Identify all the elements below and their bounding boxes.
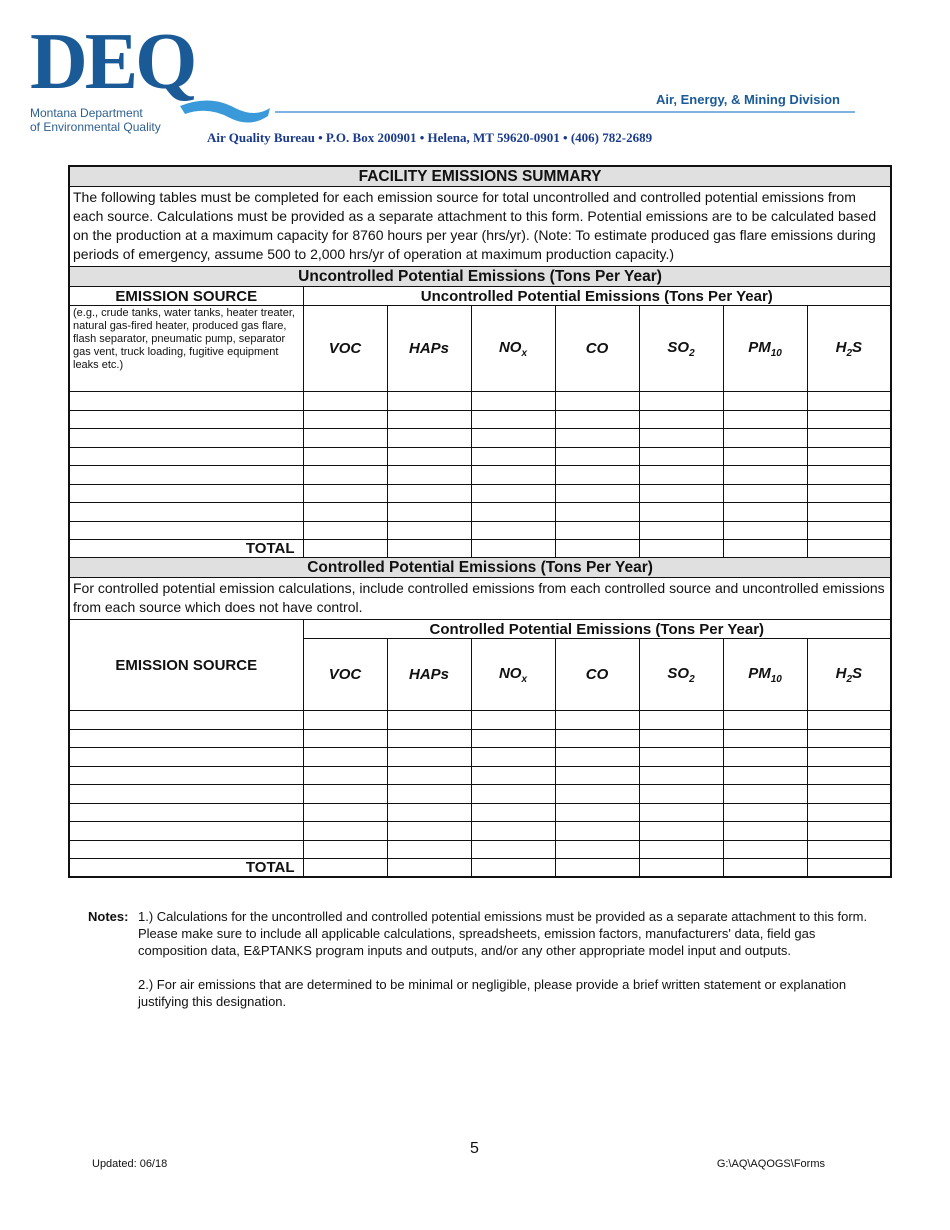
emission-source-cell[interactable] <box>69 521 303 540</box>
emission-value-cell[interactable] <box>387 766 471 785</box>
emission-value-cell[interactable] <box>555 822 639 841</box>
emission-value-cell[interactable] <box>303 392 387 411</box>
emission-value-cell[interactable] <box>303 822 387 841</box>
emission-source-cell[interactable] <box>69 803 303 822</box>
pollutant-name: CO <box>585 666 609 683</box>
division-name: Air, Energy, & Mining Division <box>656 92 840 107</box>
emission-source-cell[interactable] <box>69 484 303 503</box>
uncontrolled-row <box>69 429 891 448</box>
emission-value-cell[interactable] <box>303 429 387 448</box>
emission-value-cell[interactable] <box>807 484 891 503</box>
emission-value-cell[interactable] <box>723 785 807 804</box>
pollutant-name: HAPs <box>408 340 449 357</box>
page-number: 5 <box>470 1140 479 1157</box>
emission-source-cell[interactable] <box>69 840 303 859</box>
emission-value-cell[interactable] <box>807 766 891 785</box>
emission-value-cell[interactable] <box>723 429 807 448</box>
emission-value-cell[interactable] <box>723 803 807 822</box>
emission-value-cell[interactable] <box>555 748 639 767</box>
emission-value-cell[interactable] <box>639 729 723 748</box>
pollutant-suffix: S <box>852 664 863 682</box>
emission-value-cell[interactable] <box>471 766 555 785</box>
pollutant-header <box>723 306 807 392</box>
emission-value-cell[interactable] <box>471 521 555 540</box>
emission-value-cell[interactable] <box>639 766 723 785</box>
total-value-cell[interactable] <box>723 540 807 558</box>
header-rule <box>275 111 855 113</box>
emission-value-cell[interactable] <box>471 729 555 748</box>
emission-value-cell[interactable] <box>387 729 471 748</box>
notes-label: Notes: <box>88 909 129 924</box>
emission-value-cell[interactable] <box>639 840 723 859</box>
pollutant-header <box>807 639 891 711</box>
total-value-cell[interactable] <box>639 859 723 878</box>
emission-value-cell[interactable] <box>471 466 555 485</box>
pollutant-header <box>471 306 555 392</box>
pollutant-name: H <box>835 338 847 356</box>
emission-source-cell[interactable] <box>69 503 303 522</box>
total-value-cell[interactable] <box>807 540 891 558</box>
emission-value-cell[interactable] <box>471 840 555 859</box>
emission-value-cell[interactable] <box>807 503 891 522</box>
note-1: 1.) Calculations for the uncontrolled and controlled potential emissions must be provided as a separate attachment to this form. Please make sure to include all applicable calculations, spreadsheets, emission factors, manufacturers' data, field gas composition data, E&PTANKS program inputs and outputs, and/or any other appropriate model input and outputs. <box>138 909 868 958</box>
emission-source-cell[interactable] <box>69 766 303 785</box>
controlled-row <box>69 766 891 785</box>
emission-source-cell[interactable] <box>69 729 303 748</box>
form-title: FACILITY EMISSIONS SUMMARY <box>69 166 891 187</box>
emission-value-cell[interactable] <box>471 711 555 730</box>
emission-value-cell[interactable] <box>471 785 555 804</box>
pollutant-header <box>471 639 555 711</box>
total-value-cell[interactable] <box>387 859 471 878</box>
source-hint: (e.g., crude tanks, water tanks, heater treater, natural gas-fired heater, produced gas flare, flash separator, pneumatic pump, separator gas vent, truck loading, fugitive equipment leaks etc.) <box>69 306 303 392</box>
emission-value-cell[interactable] <box>471 748 555 767</box>
emission-value-cell[interactable] <box>555 766 639 785</box>
total-value-cell[interactable] <box>807 859 891 878</box>
emission-source-cell[interactable] <box>69 822 303 841</box>
emission-value-cell[interactable] <box>807 748 891 767</box>
emission-value-cell[interactable] <box>639 392 723 411</box>
emission-value-cell[interactable] <box>807 447 891 466</box>
pollutant-name: CO <box>585 340 609 357</box>
emission-value-cell[interactable] <box>387 410 471 429</box>
emission-value-cell[interactable] <box>471 410 555 429</box>
controlled-row <box>69 803 891 822</box>
emission-value-cell[interactable] <box>639 822 723 841</box>
emission-source-cell[interactable] <box>69 785 303 804</box>
emission-value-cell[interactable] <box>303 766 387 785</box>
emission-source-cell[interactable] <box>69 447 303 466</box>
pollutant-header <box>387 639 471 711</box>
uncontrolled-row <box>69 410 891 429</box>
emission-source-cell[interactable] <box>69 466 303 485</box>
emission-value-cell[interactable] <box>387 466 471 485</box>
bureau-address: Air Quality Bureau • P.O. Box 200901 • Helena, MT 59620-0901 • (406) 782-2689 <box>207 130 653 145</box>
pollutant-suffix: S <box>852 338 863 356</box>
controlled-group-header: Controlled Potential Emissions (Tons Per Year) <box>303 620 891 639</box>
emission-value-cell[interactable] <box>303 466 387 485</box>
emission-value-cell[interactable] <box>723 822 807 841</box>
logo-sub2: of Environmental Quality <box>30 120 161 134</box>
deq-logo <box>30 18 194 134</box>
footer-path: G:\AQ\AQOGS\Forms <box>716 1158 825 1170</box>
emission-value-cell[interactable] <box>807 392 891 411</box>
emission-value-cell[interactable] <box>639 484 723 503</box>
emission-value-cell[interactable] <box>303 447 387 466</box>
pollutant-header <box>555 639 639 711</box>
emission-value-cell[interactable] <box>303 711 387 730</box>
total-value-cell[interactable] <box>387 540 471 558</box>
emission-value-cell[interactable] <box>555 785 639 804</box>
emission-value-cell[interactable] <box>639 521 723 540</box>
emission-source-cell[interactable] <box>69 392 303 411</box>
total-value-cell[interactable] <box>303 540 387 558</box>
controlled-row <box>69 822 891 841</box>
uncontrolled-row <box>69 447 891 466</box>
emission-value-cell[interactable] <box>471 447 555 466</box>
emission-value-cell[interactable] <box>555 803 639 822</box>
total-value-cell[interactable] <box>555 859 639 878</box>
pollutant-header <box>723 639 807 711</box>
pollutant-subscript: 2 <box>689 673 695 685</box>
emission-value-cell[interactable] <box>723 503 807 522</box>
pollutant-name: PM <box>748 338 771 356</box>
emission-value-cell[interactable] <box>639 466 723 485</box>
emission-value-cell[interactable] <box>555 447 639 466</box>
emission-value-cell[interactable] <box>303 803 387 822</box>
footer-updated: Updated: 06/18 <box>92 1158 168 1170</box>
total-value-cell[interactable] <box>303 859 387 878</box>
note-2: 2.) For air emissions that are determined to be minimal or negligible, please provide a brief written statement or explanation justifying this designation. <box>138 977 847 1009</box>
total-value-cell[interactable] <box>471 859 555 878</box>
pollutant-subscript: 10 <box>770 673 782 685</box>
emissions-summary-table <box>68 165 892 878</box>
emission-value-cell[interactable] <box>387 803 471 822</box>
emission-value-cell[interactable] <box>723 766 807 785</box>
controlled-note: For controlled potential emission calculations, include controlled emissions from each controlled source and uncontrolled emissions from each source which does not have control. <box>69 578 891 620</box>
uncontrolled-row <box>69 484 891 503</box>
pollutant-header <box>807 306 891 392</box>
emission-value-cell[interactable] <box>723 447 807 466</box>
emission-value-cell[interactable] <box>807 803 891 822</box>
pollutant-header <box>303 306 387 392</box>
pollutant-subscript: 2 <box>846 673 852 685</box>
controlled-row <box>69 748 891 767</box>
controlled-row <box>69 729 891 748</box>
emission-value-cell[interactable] <box>807 785 891 804</box>
pollutant-header <box>303 639 387 711</box>
emission-value-cell[interactable] <box>471 429 555 448</box>
uncontrolled-total-label: TOTAL <box>69 540 303 558</box>
emission-value-cell[interactable] <box>723 748 807 767</box>
pollutant-subscript: x <box>521 673 528 685</box>
emission-value-cell[interactable] <box>555 711 639 730</box>
emission-value-cell[interactable] <box>303 503 387 522</box>
pollutant-header <box>555 306 639 392</box>
pollutant-subscript: 2 <box>689 347 695 359</box>
controlled-row <box>69 711 891 730</box>
emission-source-cell[interactable] <box>69 711 303 730</box>
pollutant-name: HAPs <box>408 666 449 683</box>
emission-value-cell[interactable] <box>387 785 471 804</box>
pollutant-subscript: x <box>521 347 528 359</box>
emission-value-cell[interactable] <box>807 840 891 859</box>
emission-value-cell[interactable] <box>639 748 723 767</box>
emission-value-cell[interactable] <box>387 484 471 503</box>
emission-value-cell[interactable] <box>555 410 639 429</box>
uncontrolled-source-header: EMISSION SOURCE <box>69 287 303 306</box>
emission-value-cell[interactable] <box>807 429 891 448</box>
uncontrolled-row <box>69 521 891 540</box>
controlled-row <box>69 840 891 859</box>
pollutant-name: SO <box>667 664 690 682</box>
intro-text: The following tables must be completed for each emission source for total uncontrolled and controlled potential emissions from each source. Calculations must be provided as a separate attachment to this form. Potential emissions are to be calculated based on the production at a maximum capacity for 8760 hours per year (hrs/yr). (Note: To estimate produced gas flare emissions during periods of emergency, assume 500 to 2,000 hrs/yr of operation at maximum production capacity.) <box>69 187 891 267</box>
emission-value-cell[interactable] <box>387 711 471 730</box>
emission-value-cell[interactable] <box>387 447 471 466</box>
pollutant-name: VOC <box>328 340 362 357</box>
emission-value-cell[interactable] <box>555 466 639 485</box>
pollutant-header <box>639 639 723 711</box>
emission-value-cell[interactable] <box>303 748 387 767</box>
emission-value-cell[interactable] <box>555 484 639 503</box>
emission-value-cell[interactable] <box>723 410 807 429</box>
pollutant-name: NO <box>498 664 522 682</box>
emission-source-cell[interactable] <box>69 429 303 448</box>
emission-value-cell[interactable] <box>807 410 891 429</box>
uncontrolled-section-title: Uncontrolled Potential Emissions (Tons Per Year) <box>69 267 891 287</box>
pollutant-name: SO <box>667 338 690 356</box>
emission-value-cell[interactable] <box>639 711 723 730</box>
emission-value-cell[interactable] <box>723 521 807 540</box>
emission-value-cell[interactable] <box>303 729 387 748</box>
emission-value-cell[interactable] <box>723 840 807 859</box>
notes <box>88 908 868 1027</box>
emission-value-cell[interactable] <box>807 729 891 748</box>
emission-value-cell[interactable] <box>555 429 639 448</box>
uncontrolled-row <box>69 503 891 522</box>
pollutant-header <box>387 306 471 392</box>
pollutant-header <box>639 306 723 392</box>
emission-value-cell[interactable] <box>723 484 807 503</box>
controlled-row <box>69 785 891 804</box>
emission-value-cell[interactable] <box>807 822 891 841</box>
controlled-total-label: TOTAL <box>69 859 303 878</box>
pollutant-subscript: 10 <box>770 347 782 359</box>
emission-value-cell[interactable] <box>639 503 723 522</box>
emission-value-cell[interactable] <box>723 711 807 730</box>
emission-source-cell[interactable] <box>69 410 303 429</box>
pollutant-name: VOC <box>328 666 362 683</box>
pollutant-name: NO <box>498 338 522 356</box>
emission-value-cell[interactable] <box>387 748 471 767</box>
emission-value-cell[interactable] <box>639 429 723 448</box>
uncontrolled-row <box>69 392 891 411</box>
uncontrolled-group-header: Uncontrolled Potential Emissions (Tons Per Year) <box>303 287 891 306</box>
emission-source-cell[interactable] <box>69 748 303 767</box>
emission-value-cell[interactable] <box>471 484 555 503</box>
emission-value-cell[interactable] <box>555 503 639 522</box>
emission-value-cell[interactable] <box>807 466 891 485</box>
total-value-cell[interactable] <box>723 859 807 878</box>
emission-value-cell[interactable] <box>387 822 471 841</box>
emission-value-cell[interactable] <box>387 392 471 411</box>
emission-value-cell[interactable] <box>303 521 387 540</box>
total-value-cell[interactable] <box>471 540 555 558</box>
emission-value-cell[interactable] <box>471 392 555 411</box>
emission-value-cell[interactable] <box>639 410 723 429</box>
emission-value-cell[interactable] <box>387 521 471 540</box>
pollutant-name: PM <box>748 664 771 682</box>
emission-value-cell[interactable] <box>303 484 387 503</box>
emission-value-cell[interactable] <box>387 503 471 522</box>
uncontrolled-row <box>69 466 891 485</box>
logo-text: DEQ <box>30 18 195 106</box>
emission-value-cell[interactable] <box>471 803 555 822</box>
emission-value-cell[interactable] <box>387 840 471 859</box>
emission-value-cell[interactable] <box>303 785 387 804</box>
logo-wave-icon <box>180 96 270 126</box>
total-value-cell[interactable] <box>639 540 723 558</box>
emission-value-cell[interactable] <box>387 429 471 448</box>
emission-value-cell[interactable] <box>723 466 807 485</box>
emission-value-cell[interactable] <box>555 729 639 748</box>
emission-value-cell[interactable] <box>471 503 555 522</box>
emission-value-cell[interactable] <box>639 447 723 466</box>
emission-value-cell[interactable] <box>639 803 723 822</box>
emission-value-cell[interactable] <box>807 711 891 730</box>
emission-value-cell[interactable] <box>303 840 387 859</box>
emission-value-cell[interactable] <box>555 840 639 859</box>
emission-value-cell[interactable] <box>723 729 807 748</box>
controlled-source-header: EMISSION SOURCE <box>69 620 303 711</box>
emission-value-cell[interactable] <box>555 521 639 540</box>
emission-value-cell[interactable] <box>723 392 807 411</box>
pollutant-name: H <box>835 664 847 682</box>
pollutant-subscript: 2 <box>846 347 852 359</box>
total-value-cell[interactable] <box>555 540 639 558</box>
emission-value-cell[interactable] <box>471 822 555 841</box>
logo-sub1: Montana Department <box>30 106 143 120</box>
emission-value-cell[interactable] <box>807 521 891 540</box>
emission-value-cell[interactable] <box>303 410 387 429</box>
emission-value-cell[interactable] <box>639 785 723 804</box>
emission-value-cell[interactable] <box>555 392 639 411</box>
controlled-section-title: Controlled Potential Emissions (Tons Per Year) <box>69 558 891 578</box>
